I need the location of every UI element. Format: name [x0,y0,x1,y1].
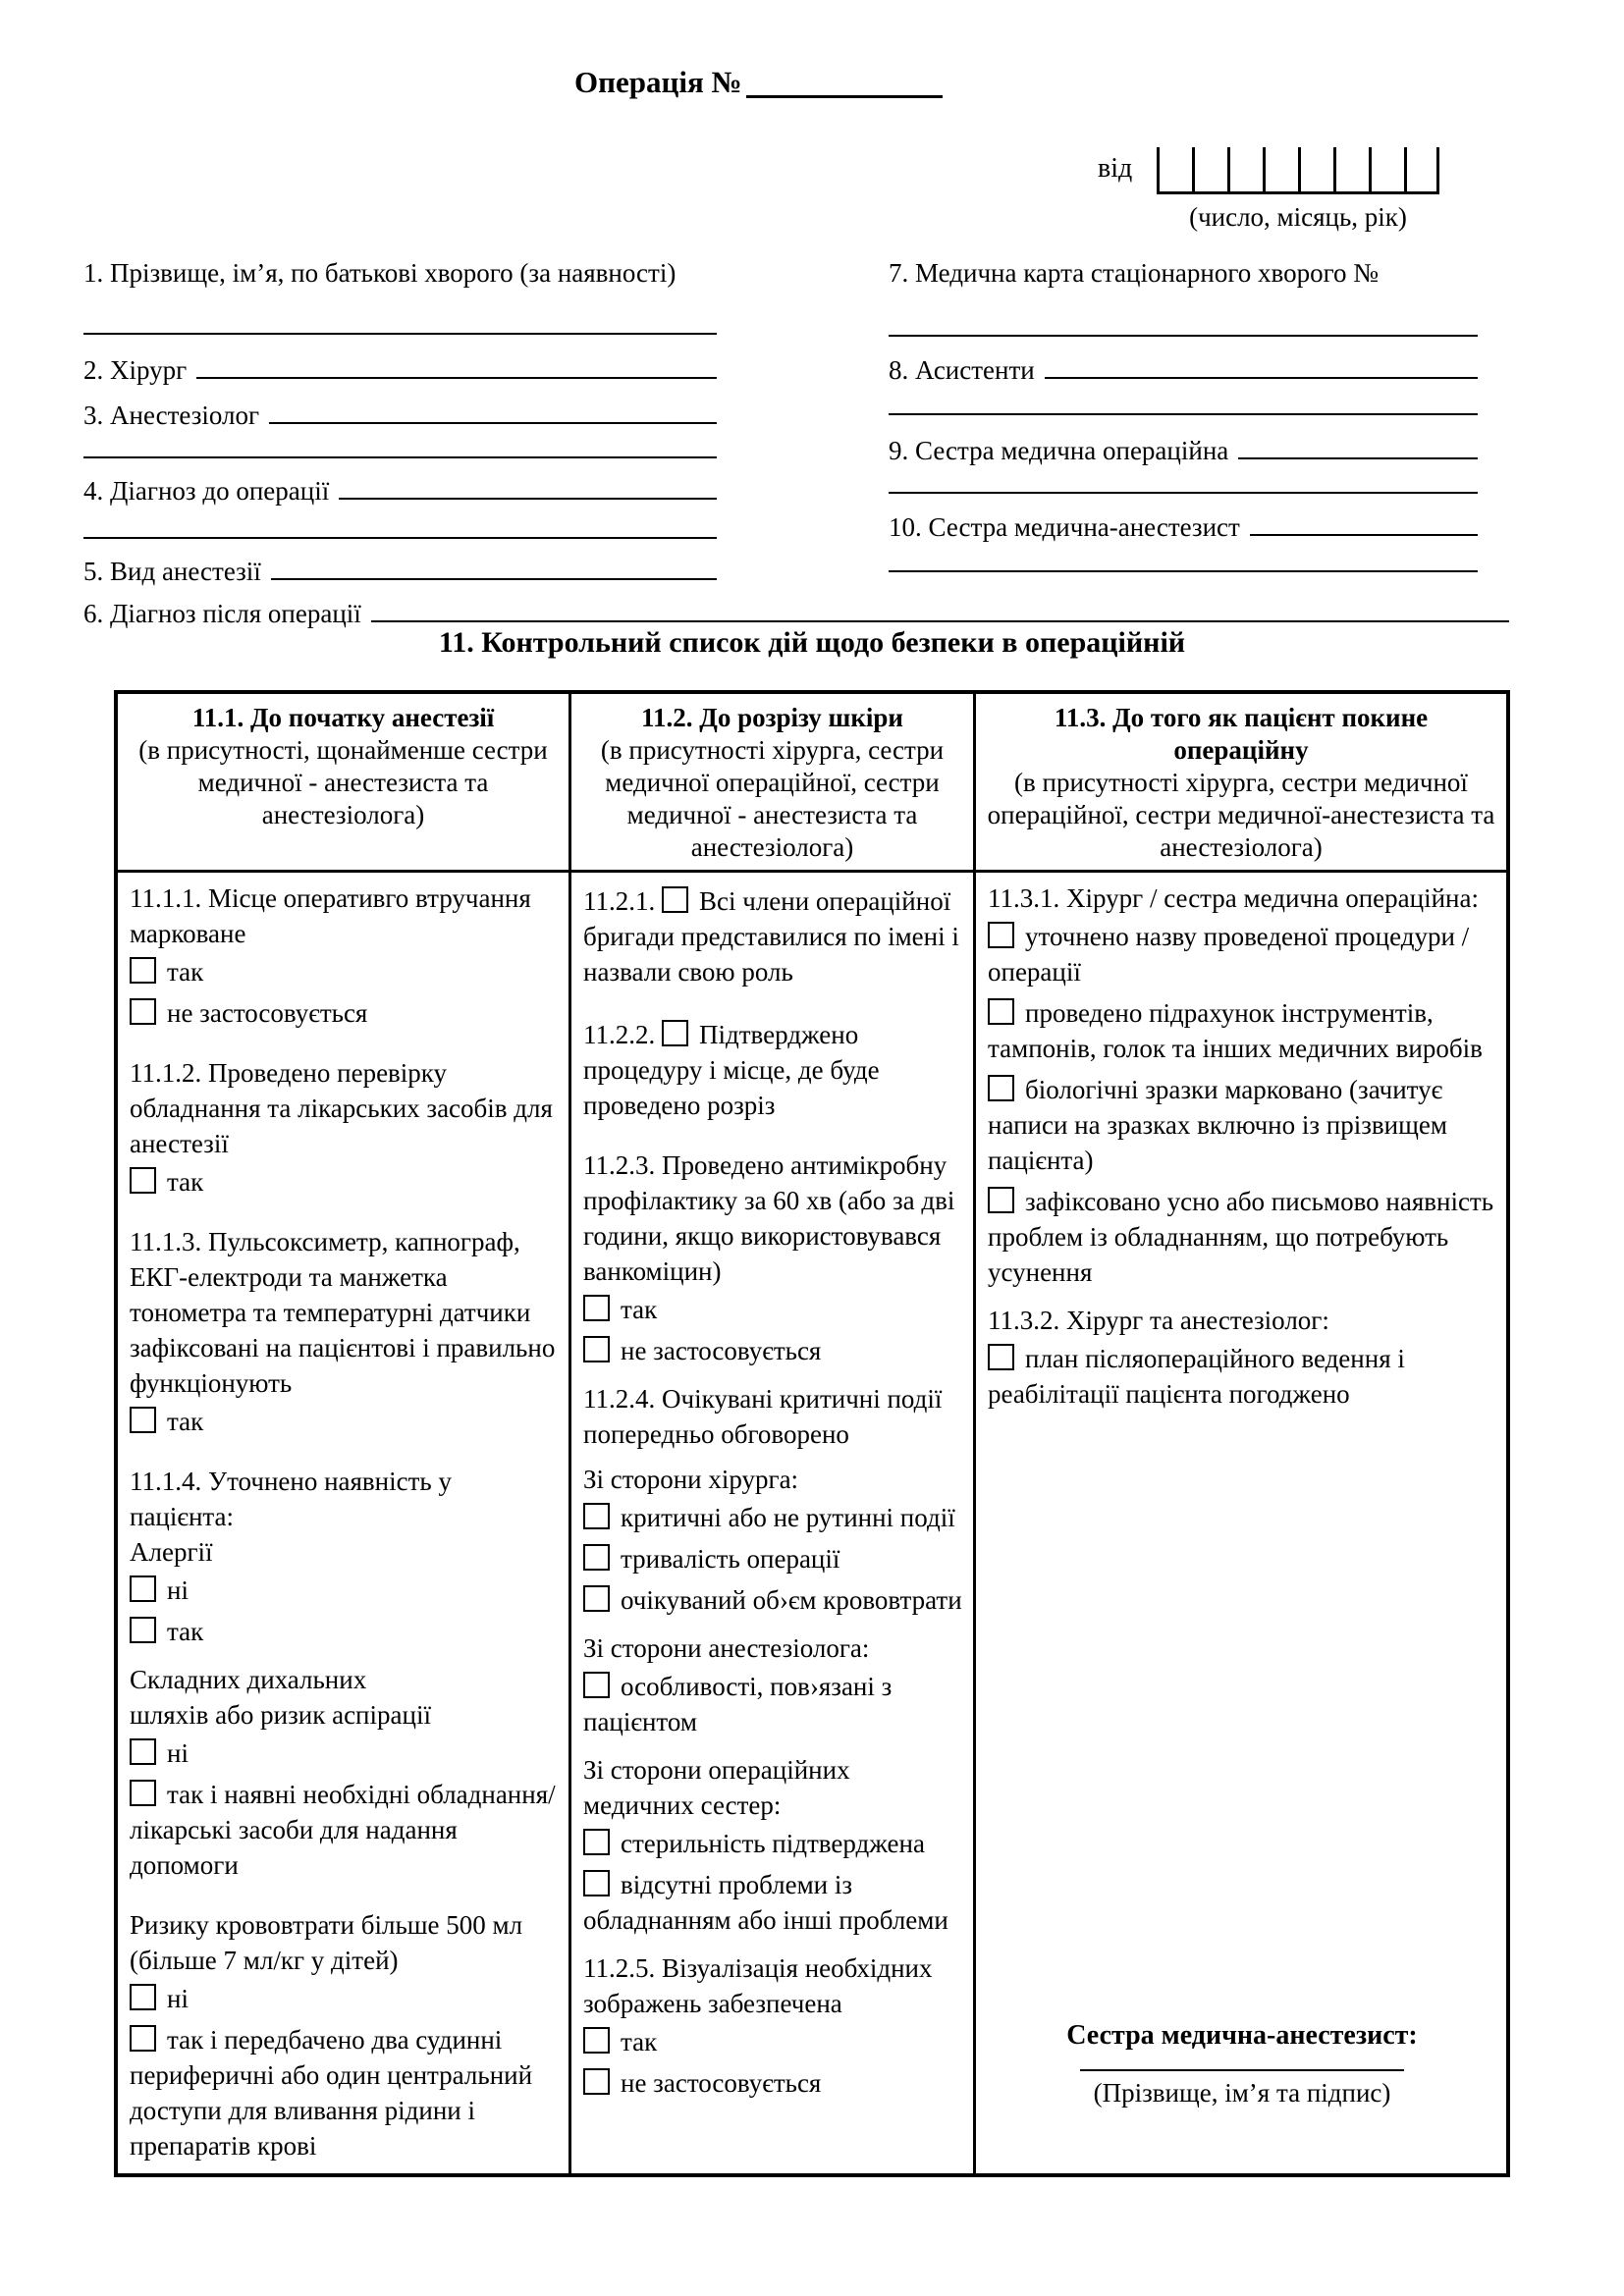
field-label: 5. Вид анестезії [83,557,261,587]
spacer [130,1442,559,1464]
checkbox[interactable] [583,2068,610,2095]
checklist-text: Зі сторони хірурга: [583,1465,799,1494]
signature-line [1080,2069,1404,2071]
spacer [988,1293,1496,1303]
writing-line [271,551,717,580]
item-number: 11.2.1. [583,886,662,916]
checkbox-label: так [167,1167,204,1197]
spacer [583,1742,963,1752]
checklist-item [988,1184,1496,1290]
date-prefix: від [1098,153,1133,184]
spacer [130,1886,559,1907]
checklist-item [583,1333,963,1368]
checklist-text: Алергії [130,1537,213,1567]
checkbox-label: так [167,1617,204,1646]
writing-line [83,333,717,335]
column-title: 11.3. До того як пацієнт покине операційну [1054,703,1429,765]
checklist-item [583,883,963,989]
checkbox-label: Підтверджено процедуру і місце, де буде проведено розріз [583,1020,880,1120]
spacer [583,1621,963,1630]
checkbox[interactable] [583,1585,610,1612]
checkbox-label: Всі члени операційної бригади представилися по імені і назвали свою роль [583,886,959,987]
checklist-item [583,1292,963,1327]
checkbox-label: не застосовується [167,998,368,1028]
checkbox[interactable] [988,1344,1014,1370]
checklist-text: 11.1.3. Пульсоксиметр, капнограф, ЕКГ-електроди та манжетка тонометра та температурні датчики зафіксовані на пацієнтові і правильно функціонують [130,1227,556,1398]
field-medical-card [889,257,1478,290]
checkbox[interactable] [988,1075,1014,1101]
checkbox[interactable] [583,1870,610,1896]
checklist-item [583,1541,963,1576]
date-caption: (число, місяць, рік) [1189,202,1407,232]
spacer [583,1126,963,1148]
spacer [130,1652,559,1662]
writing-line [889,413,1478,415]
checklist-text: Складних дихальних [130,1665,367,1694]
checkbox-label: ні [167,1575,189,1605]
writing-line [339,470,717,500]
checkbox[interactable] [583,1503,610,1529]
checkbox[interactable] [583,1829,610,1855]
field-label: 8. Асистенти [889,355,1035,386]
field-label: 10. Сестра медична-анестезист [889,512,1240,543]
spacer [583,1941,963,1950]
writing-line [1238,430,1478,459]
field-label: 2. Хірург [83,355,188,386]
column-title: 11.2. До розрізу шкіри [641,703,903,732]
checkbox[interactable] [130,1780,156,1806]
checklist-item [130,1777,559,1883]
spacer [583,992,963,1014]
checkbox[interactable] [583,2027,610,2054]
checkbox-label: ні [167,1984,189,2013]
checkbox[interactable] [130,1407,156,1433]
checkbox-label: так [167,1407,204,1436]
checkbox-label: стерильність підтверджена [621,1829,925,1858]
checklist-column-before-leaving [976,873,1506,2173]
checkbox[interactable] [130,1575,156,1602]
checklist-text: Ризику крововтрати більше 500 мл (більше 7 мл/кг у дітей) [130,1910,523,1975]
writing-line [83,456,717,458]
checklist-item [130,2022,559,2163]
field-assistants [889,349,1478,387]
spacer [130,1034,559,1055]
checkbox[interactable] [662,1020,688,1046]
checklist-text: Зі сторони операційних медичних сестер: [583,1755,850,1820]
checkbox[interactable] [130,1167,156,1194]
checkbox-label: зафіксовано усно або письмово наявність проблем із обладнанням, що потребують усунення [988,1187,1494,1287]
writing-line [889,335,1478,337]
checklist-item [583,1582,963,1618]
checklist-text: 11.1.2. Проведено перевірку обладнання та лікарських засобів для анестезії [130,1058,553,1158]
date-digit-cell [1263,147,1298,191]
checklist-text: Зі сторони анестезіолога: [583,1633,870,1663]
checkbox[interactable] [662,886,688,913]
checklist-section-title: 11. Контрольний список дій щодо безпеки в операційній [438,626,1186,659]
checkbox[interactable] [988,1187,1014,1213]
checkbox-label: критичні або не рутинні події [621,1503,955,1532]
field-label: 9. Сестра медична операційна [889,436,1229,466]
writing-line [371,593,1509,622]
checklist-text: 11.2.4. Очікувані критичні події попередньо обговорено [583,1384,943,1449]
checkbox-label: план післяопераційного ведення і реабілітації пацієнта погоджено [988,1344,1405,1409]
checkbox-label: біологічні зразки марковано (зачитує написи на зразках включно із прізвищем пацієнта) [988,1075,1447,1175]
date-comb-field [1157,147,1439,194]
checkbox[interactable] [130,2025,156,2052]
checklist-item [130,1614,559,1649]
checklist-header-1 [118,694,571,873]
checklist-item [583,1867,963,1938]
checkbox[interactable] [130,1617,156,1643]
date-digit-cell [1157,147,1192,191]
writing-line [889,492,1478,494]
column-title: 11.1. До початку анестезії [191,703,495,732]
checklist-text: 11.3.2. Хірург та анестезіолог: [988,1306,1329,1335]
checkbox[interactable] [583,1295,610,1321]
checklist-item [130,1164,559,1200]
column-subtitle: (в присутності хірурга, сестри медичної операційної, сестри медичної - анестезиста та анестезіолога) [600,735,945,862]
checkbox-label: так і наявні необхідні обладнання/ лікарські засоби для надання допомоги [130,1780,556,1880]
checklist-item [583,2024,963,2059]
checklist-text: 11.1.4. Уточнено наявність у пацієнта: [130,1467,452,1531]
field-anesthesia-type [83,551,717,588]
checklist-column-before-incision [571,873,976,2173]
checkbox-label: очікуваний об›єм крововтрати [621,1585,962,1615]
checkbox-label: так [167,957,204,987]
signature-title: Сестра медична-анестезист: [1066,2020,1418,2051]
checkbox-label: проведено підрахунок інструментів, тампонів, голок та інших медичних виробів [988,998,1483,1063]
checkbox-label: не застосовується [621,2068,822,2098]
checkbox-label: особливості, пов›язані з пацієнтом [583,1672,893,1736]
checkbox-label: не застосовується [621,1336,822,1365]
checkbox-label: уточнено назву проведеної процедури / операції [988,922,1470,987]
checklist-header-2 [571,694,976,873]
spacer [130,1202,559,1224]
checklist-item [130,1981,559,2016]
date-digit-cell [1298,147,1333,191]
field-patient-name [83,257,717,290]
checkbox[interactable] [583,1672,610,1698]
checklist-text: 11.1.1. Місце оперативго втручання марковане [130,883,531,948]
field-label: 1. Прізвище, ім’я, по батькові хворого (за наявності) [83,258,677,288]
date-digit-cell [1404,147,1439,191]
field-label: 3. Анестезіолог [83,400,260,431]
checkbox[interactable] [130,1738,156,1765]
field-anesthetist-nurse [889,507,1478,544]
checkbox-label: так [621,1295,658,1324]
checklist-text: 11.2.5. Візуалізація необхідних зображень забезпечена [583,1953,933,2018]
checkbox[interactable] [583,1336,610,1362]
checkbox[interactable] [988,922,1014,948]
checklist-header-3 [976,694,1506,873]
checklist-item [988,1072,1496,1178]
checkbox[interactable] [130,957,156,984]
checklist-item [130,954,559,989]
page-title [574,65,943,100]
signature-block [988,2018,1496,2167]
checklist-item [583,1669,963,1739]
checklist-item [988,919,1496,989]
checkbox-label: так [621,2027,658,2056]
writing-line [889,570,1478,572]
field-diagnosis-before [83,470,717,507]
checkbox-label: відсутні проблеми із обладнанням або інші проблеми [583,1870,948,1935]
checkbox[interactable] [988,998,1014,1025]
field-operating-nurse [889,430,1478,467]
checkbox[interactable] [130,1984,156,2010]
checklist-text: 11.2.3. Проведено антимікробну профілактику за 60 хв (або за дві години, якщо використовувався ванкоміцин) [583,1150,955,1286]
column-subtitle: (в присутності хірурга, сестри медичної операційної, сестри медичної-анестезиста та анестезіолога) [987,768,1495,862]
checklist-column-before-anesthesia [118,873,571,2173]
field-label: 4. Діагноз до операції [83,476,330,507]
checkbox-label: тривалість операції [621,1544,840,1574]
writing-line [1045,349,1478,379]
date-digit-cell [1192,147,1227,191]
field-diagnosis-after [83,593,1509,630]
checklist-item [583,1826,963,1861]
checklist-item [130,1573,559,1608]
checkbox-label: ні [167,1738,189,1768]
date-digit-cell [1227,147,1263,191]
signature-caption: (Прізвище, ім’я та підпис) [1093,2078,1391,2108]
field-label: 7. Медична карта стаціонарного хворого № [889,258,1379,288]
writing-line [196,349,717,379]
checkbox[interactable] [130,998,156,1025]
checklist-text: 11.3.1. Хірург / сестра медична операційна: [988,883,1479,913]
column-subtitle: (в присутності, щонайменше сестри медичної - анестезиста та анестезіолога) [138,735,548,829]
checklist-item [583,2065,963,2101]
checklist-text: шляхів або ризик аспірації [130,1700,431,1730]
page-title-text: Операція № [574,65,742,99]
field-anesthesiologist [83,395,717,432]
checkbox[interactable] [583,1544,610,1571]
writing-line [83,537,717,539]
field-surgeon [83,349,717,387]
checklist-item [130,995,559,1031]
date-digit-cell [1369,147,1404,191]
date-digit-cell [1333,147,1369,191]
safety-checklist-table [114,690,1510,2177]
checklist-item [130,1404,559,1439]
checklist-item [988,1341,1496,1412]
item-number: 11.2.2. [583,1020,662,1049]
checkbox-label: так і передбачено два судинні периферичні або один центральний доступи для вливання рідини і препаратів крові [130,2025,533,2161]
spacer [583,1452,963,1462]
writing-line [1250,507,1478,536]
spacer [583,1371,963,1381]
checklist-item [988,995,1496,1066]
checklist-item [583,1017,963,1123]
operation-number-blank [746,65,943,98]
checklist-item [130,1735,559,1771]
writing-line [269,395,717,424]
field-label: 6. Діагноз після операції [83,599,361,629]
checklist-item [583,1500,963,1535]
